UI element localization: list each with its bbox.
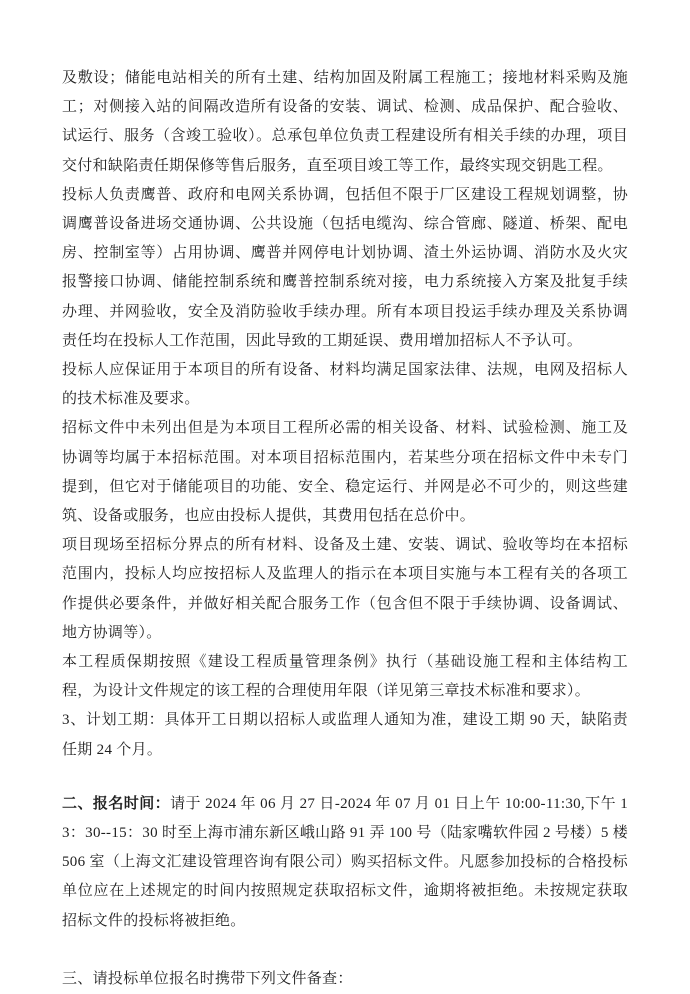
paragraph-coordination-responsibilities: 投标人负责鹰普、政府和电网关系协调，包括但不限于厂区建设工程规划调整，协调鹰普设备进场交通协调、公共设施（包括电缆沟、综合管廊、隧道、桥架、配电房、控制室等）占用协调、鹰普并网停电计划协调、渣土外运协调、消防水及火灾报警接口协调、储能控制系统和鹰普控制系统对接，电力系统接入方案及批复手续办理、并网验收，安全及消防验收手续办理。所有本项目投运手续办理及关系协调责任均在投标人工作范围，因此导致的工期延误、费用增加招标人不予认可。 <box>62 186 628 349</box>
registration-time-details: 请于 2024 年 06 月 27 日-2024 年 07 月 01 日上午 10:00-11:30,下午 13：30--15：30 时至上海市浦东新区峨山路 91 弄 100 号（陆家嘴软件园 2 号楼）5 楼 506 室（上海文汇建设管理咨询有限公司）购买招标文件。凡愿参加投标的合格投标单位应在上述规定的时间内按照规定获取招标文件，逾期将被拒绝。未按规定获取招标文件的投标将被拒绝。 <box>62 795 628 929</box>
paragraph-registration-time <box>62 790 628 936</box>
paragraph-scope-of-work-continuation: 及敷设；储能电站相关的所有土建、结构加固及附属工程施工；接地材料采购及施工；对侧接入站的间隔改造所有设备的安装、调试、检测、成品保护、配合验收、试运行、服务（含竣工验收）。总承包单位负责工程建设所有相关手续的办理，项目交付和缺陷责任期保修等售后服务，直至项目竣工等工作，最终实现交钥匙工程。 <box>62 70 628 174</box>
paragraph-site-to-boundary-scope: 项目现场至招标分界点的所有材料、设备及土建、安装、调试、验收等均在本招标范围内，投标人均应按招标人及监理人的指示在本项目实施与本工程有关的各项工作提供必要条件，并做好相关配合服务工作（包含但不限于手续协调、设备调试、地方协调等）。 <box>62 537 628 641</box>
registration-time-label: 二、报名时间： <box>62 795 171 812</box>
paragraph-documents-checklist-heading: 三、请投标单位报名时携带下列文件备查： <box>62 970 353 987</box>
paragraph-equipment-standards: 投标人应保证用于本项目的所有设备、材料均满足国家法律、法规，电网及招标人的技术标准及要求。 <box>62 362 628 408</box>
paragraph-planned-duration: 3、计划工期：具体开工日期以招标人或监理人通知为准，建设工期 90 天，缺陷责任期 24 个月。 <box>62 712 628 758</box>
document-body <box>62 64 628 994</box>
paragraph-warranty-period: 本工程质保期按照《建设工程质量管理条例》执行（基础设施工程和主体结构工程，为设计文件规定的该工程的合理使用年限（详见第三章技术标准和要求）。 <box>62 654 628 700</box>
paragraph-unlisted-items-included: 招标文件中未列出但是为本项目工程所必需的相关设备、材料、试验检测、施工及协调等均属于本招标范围。对本项目招标范围内，若某些分项在招标文件中未专门提到，但它对于储能项目的功能、安全、稳定运行、并网是必不可少的，则这些建筑、设备或服务，也应由投标人提供，其费用包括在总价中。 <box>62 420 628 525</box>
